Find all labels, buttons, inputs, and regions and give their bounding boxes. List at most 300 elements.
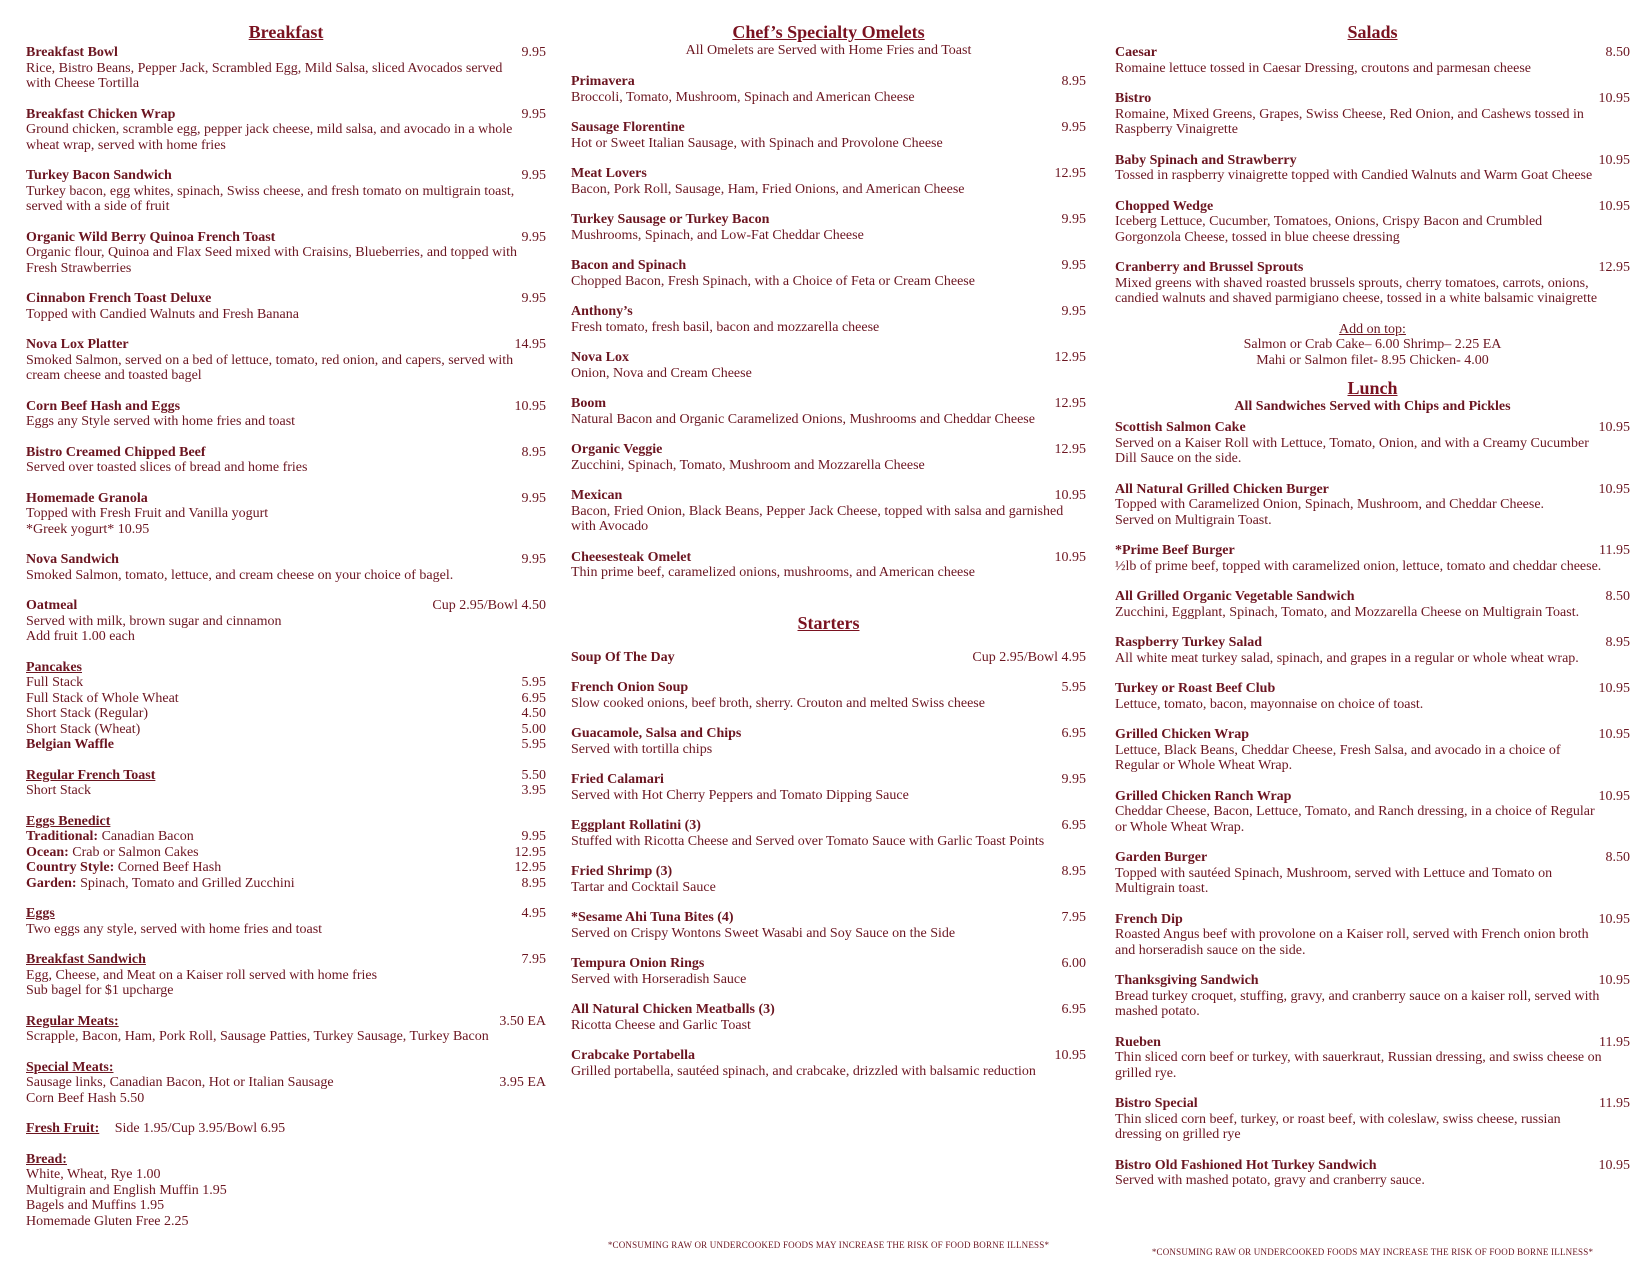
menu-item-header [26, 291, 546, 307]
menu-item-desc: with Cheese Tortilla [26, 76, 140, 91]
menu-item-price: 12.95 [1054, 442, 1086, 457]
benedict-group [26, 814, 546, 892]
menu-item-price: 14.95 [514, 337, 546, 352]
menu-item-desc: Served with milk, brown sugar and cinnamon [26, 613, 282, 629]
menu-item-desc: Lettuce, Black Beans, Cheddar Cheese, Fresh Salsa, and avocado in a choice of [1115, 742, 1561, 758]
menu-item-price: 9.95 [521, 106, 546, 122]
addon-header: Add on top: [1339, 321, 1406, 337]
menu-item [26, 107, 546, 154]
menu-item-header [1115, 1158, 1630, 1174]
bread-lines [26, 1167, 546, 1229]
menu-item [571, 726, 1086, 757]
menu-item-desc: Served with Hot Cherry Peppers and Tomato Dipping Sauce [571, 787, 909, 803]
menu-item-header [1115, 45, 1630, 61]
spacer [571, 581, 1086, 613]
menu-item-header [571, 772, 1086, 788]
menu-item [1115, 482, 1630, 529]
menu-item-desc: grilled rye. [1115, 1065, 1177, 1081]
menu-item-name: French Onion Soup [571, 680, 689, 695]
menu-item-name: Chopped Wedge [1115, 198, 1214, 214]
menu-item [1115, 543, 1630, 574]
menu-item-header [1115, 1035, 1630, 1051]
menu-item-header [26, 45, 546, 61]
menu-item [1115, 199, 1630, 246]
salads-lunch-column [1115, 22, 1630, 1189]
special-meats-header: Special Meats: [26, 1059, 114, 1075]
french-toast-short-label: Short Stack [26, 783, 91, 798]
menu-item-price: 9.95 [521, 490, 546, 506]
bread-group [26, 1152, 546, 1230]
menu-item-desc: Chopped Bacon, Fresh Spinach, with a Choice of Feta or Cream Cheese [571, 273, 975, 289]
menu-item-price: 9.95 [1061, 212, 1086, 227]
menu-item [571, 650, 1086, 666]
menu-item-name: Fried Calamari [571, 772, 664, 787]
menu-item-name: Bacon and Spinach [571, 258, 687, 273]
raw-food-warning-center: *CONSUMING RAW OR UNDERCOOKED FOODS MAY INCREASE THE RISK OF FOOD BORNE ILLNESS* [607, 1240, 1050, 1250]
french-toast-short-row [26, 783, 546, 799]
menu-item-price: 5.95 [1061, 680, 1086, 695]
menu-item-header [26, 598, 546, 614]
breakfast-sandwich-desc-2: Sub bagel for $1 upcharge [26, 983, 174, 998]
menu-item-desc: Broccoli, Tomato, Mushroom, Spinach and American Cheese [571, 89, 915, 105]
benedict-desc: Corned Beef Hash [114, 860, 222, 875]
menu-item-desc: Thin sliced corn beef or turkey, with sauerkraut, Russian dressing, and swiss cheese on [1115, 1050, 1602, 1065]
menu-item-header [571, 212, 1086, 228]
menu-item-header [571, 350, 1086, 366]
menu-item-desc: served with a side of fruit [26, 199, 170, 214]
menu-item-name: All Natural Grilled Chicken Burger [1115, 481, 1329, 497]
pancake-row [26, 691, 546, 707]
menu-item [1115, 1035, 1630, 1082]
benedict-price: 12.95 [514, 860, 546, 875]
menu-item [1115, 635, 1630, 666]
pancake-price: 6.95 [521, 690, 546, 706]
breakfast-sandwich-header: Breakfast Sandwich [26, 952, 146, 967]
menu-item [26, 491, 546, 538]
benedict-text [26, 860, 221, 876]
menu-item-name: Breakfast Chicken Wrap [26, 106, 176, 122]
menu-item-name: Organic Wild Berry Quinoa French Toast [26, 229, 276, 245]
menu-item-desc: Mushrooms, Spinach, and Low-Fat Cheddar Cheese [571, 227, 864, 243]
special-meats-price: 3.95 EA [499, 1075, 546, 1090]
addon-line-1: Salmon or Crab Cake– 6.00 Shrimp– 2.25 EA [1243, 337, 1502, 352]
menu-item-desc: Fresh tomato, fresh basil, bacon and mozzarella cheese [571, 319, 880, 335]
menu-item-header [571, 488, 1086, 504]
menu-item-desc: Served on Multigrain Toast. [1115, 512, 1272, 528]
menu-item-name: All Grilled Organic Vegetable Sandwich [1115, 589, 1355, 604]
menu-item [571, 442, 1086, 473]
menu-item-name: Baby Spinach and Strawberry [1115, 152, 1297, 168]
menu-item-price: 10.95 [1598, 198, 1630, 214]
menu-item-header [1115, 91, 1630, 107]
menu-item-name: Meat Lovers [571, 166, 647, 181]
pancake-label: Full Stack of Whole Wheat [26, 690, 179, 706]
menu-item-header [571, 864, 1086, 880]
menu-item-desc: Dill Sauce on the side. [1115, 451, 1242, 466]
menu-item-desc: ½lb of prime beef, topped with caramelized onion, lettuce, tomato and cheddar cheese. [1115, 558, 1602, 574]
menu-item-name: Soup Of The Day [571, 649, 675, 665]
menu-item-header [1115, 912, 1630, 928]
eggs-desc: Two eggs any style, served with home fries and toast [26, 921, 323, 937]
menu-item [1115, 789, 1630, 836]
menu-item-desc: Roasted Angus beef with provolone on a Kaiser roll, served with French onion broth [1115, 927, 1589, 942]
french-toast-price: 5.50 [521, 767, 546, 783]
menu-item-name: Eggplant Rollatini (3) [571, 818, 701, 833]
menu-item-desc: Rice, Bistro Beans, Pepper Jack, Scrambled Egg, Mild Salsa, sliced Avocados served [26, 60, 503, 76]
menu-item-price: 9.95 [521, 168, 546, 183]
menu-item-header [1115, 199, 1630, 215]
menu-item [26, 399, 546, 430]
menu-item-price: 10.95 [1598, 1157, 1630, 1173]
menu-item-name: Raspberry Turkey Salad [1115, 635, 1263, 650]
omelets-title: Chef’s Specialty Omelets [732, 22, 925, 42]
benedict-header: Eggs Benedict [26, 813, 111, 829]
menu-item-desc: candied walnuts and shaved parmigiano cheese, tossed in a white balsamic vinaigrette [1115, 291, 1598, 306]
menu-item-name: Grilled Chicken Wrap [1115, 727, 1250, 742]
menu-item-desc: Cheddar Cheese, Bacon, Lettuce, Tomato, and Ranch dressing, in a choice of Regular [1115, 804, 1595, 819]
menu-item [1115, 420, 1630, 467]
menu-item-name: Scottish Salmon Cake [1115, 420, 1246, 435]
menu-item-name: Oatmeal [26, 598, 78, 613]
benedict-label: Country Style: [26, 860, 115, 875]
spacer [571, 634, 1086, 648]
menu-item-header [1115, 589, 1630, 605]
breakfast-items [26, 45, 546, 645]
menu-item-desc: Bread turkey croquet, stuffing, gravy, and cranberry sauce on a kaiser roll, served with [1115, 988, 1600, 1004]
benedict-text [26, 876, 295, 892]
menu-item-price: 8.50 [1605, 589, 1630, 604]
menu-item [571, 396, 1086, 427]
menu-item [1115, 260, 1630, 307]
pancake-price: 5.95 [521, 675, 546, 690]
bread-line: Bagels and Muffins 1.95 [26, 1198, 165, 1213]
omelets-subtitle: All Omelets are Served with Home Fries and Toast [685, 43, 972, 58]
menu-item-desc: cream cheese and toasted bagel [26, 368, 202, 383]
menu-item-desc: Thin prime beef, caramelized onions, mushrooms, and American cheese [571, 565, 975, 580]
menu-item-price: Cup 2.95/Bowl 4.50 [432, 598, 546, 613]
menu-item [1115, 45, 1630, 76]
menu-item-name: Boom [571, 396, 606, 411]
menu-item-desc: Topped with Caramelized Onion, Spinach, Mushroom, and Cheddar Cheese. [1115, 497, 1545, 512]
benedict-rows [26, 829, 546, 891]
menu-item-price: 8.50 [1605, 45, 1630, 60]
fresh-fruit-group [26, 1121, 546, 1137]
menu-item-header [1115, 260, 1630, 276]
menu-item-name: *Sesame Ahi Tuna Bites (4) [571, 910, 734, 925]
menu-item-header [26, 168, 546, 184]
menu-item-desc: Served with tortilla chips [571, 741, 713, 757]
menu-item-header [1115, 850, 1630, 866]
french-toast-row [26, 768, 546, 784]
menu-item-name: Bistro Special [1115, 1096, 1198, 1111]
menu-item-price: 11.95 [1599, 1096, 1630, 1111]
menu-item-desc: Natural Bacon and Organic Caramelized Onions, Mushrooms and Cheddar Cheese [571, 411, 1035, 427]
menu-item [1115, 850, 1630, 897]
menu-item [1115, 1158, 1630, 1189]
menu-item-desc: Add fruit 1.00 each [26, 629, 135, 644]
menu-item-desc: mashed potato. [1115, 1004, 1200, 1019]
menu-item [1115, 681, 1630, 712]
bread-line: Multigrain and English Muffin 1.95 [26, 1182, 227, 1198]
menu-item-name: Bistro [1115, 91, 1152, 106]
menu-item-header [1115, 681, 1630, 697]
menu-item [571, 910, 1086, 941]
menu-item-price: 11.95 [1599, 543, 1630, 558]
menu-item [571, 550, 1086, 581]
benedict-price: 8.95 [521, 875, 546, 891]
regular-meats-desc: Scrapple, Bacon, Ham, Pork Roll, Sausage Patties, Turkey Sausage, Turkey Bacon [26, 1029, 489, 1044]
menu-item-desc: Thin sliced corn beef, turkey, or roast beef, with coleslaw, swiss cheese, russian [1115, 1111, 1561, 1127]
menu-item-desc: Onion, Nova and Cream Cheese [571, 365, 752, 381]
raw-food-warning-right: *CONSUMING RAW OR UNDERCOOKED FOODS MAY INCREASE THE RISK OF FOOD BORNE ILLNESS* [1151, 1247, 1594, 1257]
menu-item-header [1115, 482, 1630, 498]
menu-item-desc: Lettuce, tomato, bacon, mayonnaise on choice of toast. [1115, 696, 1424, 712]
bread-line: Homemade Gluten Free 2.25 [26, 1213, 189, 1229]
menu-item [571, 304, 1086, 335]
menu-item-name: *Prime Beef Burger [1115, 543, 1235, 558]
menu-item-header [1115, 789, 1630, 805]
breakfast-sandwich-group [26, 952, 546, 999]
menu-item-name: Fried Shrimp (3) [571, 864, 673, 879]
menu-item-header [26, 445, 546, 461]
menu-item-desc: Topped with Candied Walnuts and Fresh Banana [26, 306, 299, 322]
menu-item [1115, 589, 1630, 620]
menu-item-header [26, 107, 546, 123]
menu-item-name: Rueben [1115, 1034, 1161, 1050]
benedict-row [26, 829, 546, 845]
menu-item-name: Mexican [571, 488, 623, 503]
menu-item [571, 120, 1086, 151]
pancake-row [26, 706, 546, 722]
menu-item-desc: Mixed greens with shaved roasted brussels sprouts, cherry tomatoes, carrots, onions, [1115, 275, 1589, 291]
menu-item-name: All Natural Chicken Meatballs (3) [571, 1002, 775, 1017]
menu-item-header [571, 956, 1086, 972]
menu-item [1115, 91, 1630, 138]
eggs-price: 4.95 [521, 906, 546, 921]
spacer [571, 58, 1086, 72]
menu-item-desc: Eggs any Style served with home fries and toast [26, 414, 296, 429]
breakfast-sandwich-desc-1: Egg, Cheese, and Meat on a Kaiser roll served with home fries [26, 967, 378, 983]
menu-item-desc: Bacon, Pork Roll, Sausage, Ham, Fried Onions, and American Cheese [571, 181, 965, 197]
menu-item-header [1115, 153, 1630, 169]
breakfast-column [26, 22, 546, 1229]
menu-item-price: 12.95 [1054, 396, 1086, 411]
menu-item-desc: Zucchini, Spinach, Tomato, Mushroom and Mozzarella Cheese [571, 457, 925, 473]
menu-item-header [1115, 543, 1630, 559]
menu-item-name: Nova Lox [571, 350, 629, 365]
menu-item-name: Cheesesteak Omelet [571, 549, 692, 565]
menu-item-desc: Iceberg Lettuce, Cucumber, Tomatoes, Onions, Crispy Bacon and Crumbled [1115, 214, 1543, 229]
menu-item [1115, 912, 1630, 959]
menu-item-price: Cup 2.95/Bowl 4.95 [972, 649, 1086, 665]
bread-header: Bread: [26, 1151, 67, 1167]
menu-item-price: 10.95 [1598, 973, 1630, 988]
menu-item-price: 10.95 [1598, 911, 1630, 927]
waffle-row [26, 737, 546, 753]
waffle-price: 5.95 [521, 737, 546, 752]
menu-item-header [26, 552, 546, 568]
menu-item-desc: Turkey bacon, egg whites, spinach, Swiss cheese, and fresh tomato on multigrain toast, [26, 183, 515, 199]
menu-item-name: Breakfast Bowl [26, 45, 118, 60]
menu-item-price: 9.95 [1061, 304, 1086, 319]
menu-item-desc: Gorgonzola Cheese, tossed in blue cheese dressing [1115, 229, 1400, 245]
benedict-desc: Canadian Bacon [98, 829, 194, 844]
menu-item-desc: Served on a Kaiser Roll with Lettuce, Tomato, Onion, and with a Creamy Cucumber [1115, 435, 1589, 451]
menu-item-price: 9.95 [1061, 258, 1086, 273]
bread-line: White, Wheat, Rye 1.00 [26, 1167, 161, 1182]
menu-item-desc: Slow cooked onions, beef broth, sherry. Crouton and melted Swiss cheese [571, 695, 985, 711]
menu-item-name: Tempura Onion Rings [571, 956, 705, 971]
french-toast-short-price: 3.95 [521, 783, 546, 798]
menu-item-name: Organic Veggie [571, 442, 663, 457]
benedict-label: Garden: [26, 875, 77, 891]
menu-item-price: 12.95 [1054, 350, 1086, 365]
special-meats-row [26, 1075, 546, 1091]
menu-item-header [1115, 635, 1630, 651]
menu-item-name: Bistro Old Fashioned Hot Turkey Sandwich [1115, 1157, 1377, 1173]
addon-group [1115, 322, 1630, 369]
addon-line-2: Mahi or Salmon filet- 8.95 Chicken- 4.00 [1256, 352, 1489, 368]
benedict-desc: Spinach, Tomato and Grilled Zucchini [76, 875, 295, 891]
menu-item-desc: Hot or Sweet Italian Sausage, with Spinach and Provolone Cheese [571, 135, 943, 151]
menu-item-desc: Stuffed with Ricotta Cheese and Served over Tomato Sauce with Garlic Toast Points [571, 833, 1045, 849]
menu-item-name: Nova Lox Platter [26, 337, 129, 352]
benedict-desc: Crab or Salmon Cakes [68, 844, 199, 860]
menu-item-name: Garden Burger [1115, 850, 1208, 865]
menu-item-desc: Served with mashed potato, gravy and cranberry sauce. [1115, 1173, 1425, 1188]
salad-items [1115, 45, 1630, 307]
menu-item-name: Caesar [1115, 45, 1157, 60]
menu-item-price: 9.95 [521, 552, 546, 567]
spacer [1115, 368, 1630, 378]
menu-item-desc: Bacon, Fried Onion, Black Beans, Pepper Jack Cheese, topped with salsa and garnished [571, 503, 1064, 519]
menu-item-desc: Topped with sautéed Spinach, Mushroom, served with Lettuce and Tomato on [1115, 865, 1553, 881]
menu-item-header [571, 396, 1086, 412]
pancake-price: 5.00 [521, 721, 546, 737]
menu-item [26, 168, 546, 215]
menu-item [26, 337, 546, 384]
menu-item-name: Primavera [571, 74, 635, 89]
menu-item-header [571, 442, 1086, 458]
menu-item-price: 8.95 [521, 444, 546, 460]
fresh-fruit-header: Fresh Fruit: [26, 1121, 100, 1136]
menu-item-price: 10.95 [1598, 481, 1630, 497]
menu-item-desc: All white meat turkey salad, spinach, and grapes in a regular or whole wheat wrap. [1115, 650, 1579, 666]
menu-item-desc: Fresh Strawberries [26, 260, 132, 276]
menu-item [26, 45, 546, 92]
regular-meats-header: Regular Meats: [26, 1013, 119, 1029]
eggs-header: Eggs [26, 906, 55, 921]
menu-item-name: Thanksgiving Sandwich [1115, 973, 1259, 988]
menu-item-name: Sausage Florentine [571, 120, 685, 135]
menu-item-desc: Ground chicken, scramble egg, pepper jack cheese, mild salsa, and avocado in a whole [26, 122, 513, 137]
menu-item-desc: Romaine, Mixed Greens, Grapes, Swiss Cheese, Red Onion, and Cashews tossed in [1115, 106, 1584, 122]
breakfast-sandwich-price: 7.95 [521, 952, 546, 967]
menu-item-desc: or Whole Wheat Wrap. [1115, 819, 1245, 835]
menu-item [571, 680, 1086, 711]
menu-item-desc: Grilled portabella, sautéed spinach, and crabcake, drizzled with balsamic reduction [571, 1063, 1036, 1079]
regular-meats-group [26, 1014, 546, 1045]
menu-item [571, 1002, 1086, 1033]
menu-item-price: 10.95 [1598, 420, 1630, 435]
regular-meats-row [26, 1014, 546, 1030]
menu-item [571, 956, 1086, 987]
menu-item-price: 8.50 [1605, 850, 1630, 865]
menu-item-header [26, 399, 546, 415]
menu-item-desc: Tartar and Cocktail Sauce [571, 879, 716, 895]
menu-item-price: 6.95 [1061, 818, 1086, 833]
menu-item-price: 10.95 [514, 398, 546, 414]
menu-item-name: French Dip [1115, 911, 1183, 927]
special-meats-desc-2: Corn Beef Hash 5.50 [26, 1090, 145, 1106]
menu-item-price: 10.95 [1598, 727, 1630, 742]
menu-item-desc: wheat wrap, served with home fries [26, 137, 226, 153]
pancake-price: 4.50 [521, 706, 546, 721]
menu-item-name: Nova Sandwich [26, 552, 119, 567]
menu-item-name: Turkey Bacon Sandwich [26, 168, 172, 183]
menu-item-name: Homemade Granola [26, 490, 148, 506]
pancake-label: Full Stack [26, 675, 84, 690]
menu-item [571, 212, 1086, 243]
menu-item [26, 445, 546, 476]
menu-item-price: 9.95 [1061, 120, 1086, 135]
eggs-group [26, 906, 546, 937]
menu-item-desc: Smoked Salmon, served on a bed of lettuce, tomato, red onion, and capers, served with [26, 352, 514, 368]
regular-meats-price: 3.50 EA [499, 1013, 546, 1029]
starters-title: Starters [797, 612, 860, 633]
menu-item-desc: Ricotta Cheese and Garlic Toast [571, 1017, 751, 1033]
menu-item [1115, 973, 1630, 1020]
menu-item-desc: *Greek yogurt* 10.95 [26, 521, 150, 537]
breakfast-title: Breakfast [248, 22, 324, 42]
benedict-row [26, 845, 546, 861]
menu-item-name: Grilled Chicken Ranch Wrap [1115, 788, 1292, 804]
menu-item [26, 598, 546, 645]
benedict-row [26, 876, 546, 892]
pancake-row [26, 722, 546, 738]
benedict-text [26, 845, 199, 861]
menu-item-price: 10.95 [1598, 152, 1630, 168]
menu-item-header [571, 650, 1086, 666]
french-toast-group [26, 768, 546, 799]
menu-item [26, 552, 546, 583]
menu-item-desc: Regular or Whole Wheat Wrap. [1115, 758, 1293, 773]
menu-item-header [571, 304, 1086, 320]
menu-item-price: 10.95 [1598, 788, 1630, 804]
menu-item-price: 9.95 [521, 291, 546, 306]
menu-item-desc: Raspberry Vinaigrette [1115, 122, 1238, 137]
spacer [1115, 414, 1630, 418]
menu-item-name: Turkey Sausage or Turkey Bacon [571, 212, 770, 227]
benedict-label: Ocean: [26, 844, 69, 860]
menu-item-price: 7.95 [1061, 910, 1086, 925]
pancakes-group [26, 660, 546, 753]
menu-item-desc: and horseradish sauce on the side. [1115, 942, 1306, 958]
menu-item [571, 74, 1086, 105]
menu-item-name: Crabcake Portabella [571, 1048, 696, 1063]
menu-item-price: 9.95 [521, 229, 546, 245]
pancakes-header: Pancakes [26, 659, 82, 675]
menu-item-price: 6.00 [1061, 956, 1086, 971]
menu-item-name: Bistro Creamed Chipped Beef [26, 444, 206, 460]
menu-item-header [571, 910, 1086, 926]
menu-item-header [571, 1002, 1086, 1018]
starter-items [571, 650, 1086, 1080]
menu-item-header [571, 258, 1086, 274]
menu-item-price: 12.95 [1598, 260, 1630, 275]
lunch-items [1115, 420, 1630, 1189]
menu-item-name: Anthony’s [571, 304, 633, 319]
